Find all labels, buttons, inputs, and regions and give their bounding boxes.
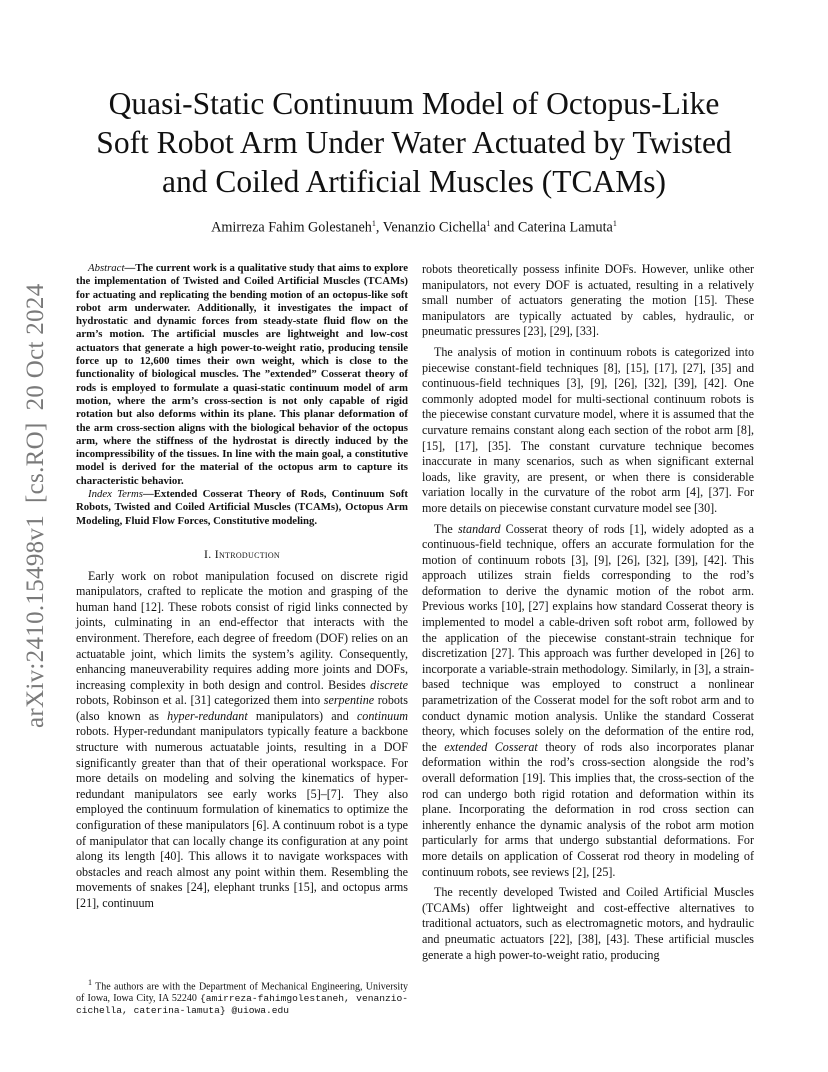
arxiv-date: 20 Oct 2024 xyxy=(22,283,49,411)
author-3: Caterina Lamuta xyxy=(517,219,613,236)
index-terms xyxy=(76,488,408,528)
paper-title xyxy=(60,84,768,201)
intro-p1-em-hyper-redundant: hyper-redundant xyxy=(167,708,248,723)
index-terms-label: Index Terms xyxy=(88,488,143,501)
title-line-1: Quasi-Static Continuum Model of Octopus-Like xyxy=(108,86,720,121)
author-separator-2: and xyxy=(490,219,518,236)
intro-paragraph-1-continued: robots theoretically possess infinite DOFs. However, unlike other manipulators, not every DOF is actuated, resulting in a relatively small number of actuators generating the motion [15]. These manipulators are typically actuated by cables, hydraulic, or pneumatic pressures [23], [29], [33]. xyxy=(422,262,754,339)
intro-p1-text-c: robots (also known as xyxy=(76,693,408,723)
footnote xyxy=(76,977,408,1017)
section-heading-introduction: I. Introduction xyxy=(203,546,281,561)
affiliation-mark-3: 1 xyxy=(612,219,617,228)
affiliation-mark-1: 1 xyxy=(371,219,376,228)
intro-p1-text-a: Early work on robot manipulation focused on discrete rigid manipulators, crafted to replicate the motion and grasping of the human hand [12]. These robots consist of rigid links connected by joints, culminating in an end-effector that interacts with the environment. Therefore, each degree of freedom (DOF) relies on an actuatable joint, which limits the system’s agility. Consequently, enhancing maneuverability requires adding more joints and DOFs, increasing complexity in both design and control. Besides xyxy=(76,568,408,692)
intro-p3-em-standard: standard xyxy=(457,521,501,536)
author-2: Venanzio Cichella xyxy=(382,219,487,236)
author-list xyxy=(60,219,768,237)
intro-p3-text-c: theory of rods also incorporates planar deformation within the rod’s cross-section alongside the rod’s overall deformation [19]. This implies that, the cross-section of the rod can undergo both rigid rotation and deformation within its plane. Incorporating the deformation in rod cross section can inherently enhance the dynamic analysis of the robot arm motion particularly for arms that undergo substantial deformations. For more details on application of Cosserat rod theory in modeling of continuum robots, see reviews [2], [25]. xyxy=(422,739,754,879)
intro-paragraph-1 xyxy=(76,569,408,912)
footnote-emails: {amirreza-fahimgolestaneh, venanzio-cichella, caterina-lamuta} @uiowa.edu xyxy=(76,993,408,1017)
intro-paragraph-4: The recently developed Twisted and Coiled Artificial Muscles (TCAMs) offer lightweight and cost-effective alternatives to traditional actuators, such as electromagnetic motors, and hydraulic and pneumatic actuators [22], [38], [43]. These artificial muscles generate a high power-to-weight ratio, producing xyxy=(422,885,754,962)
footnote-text: The authors are with the Department of Mechanical Engineering, University of Iowa, Iowa City, IA 52240 xyxy=(76,981,408,1005)
author-1: Amirreza Fahim Golestaneh xyxy=(211,219,372,236)
arxiv-id: arXiv:2410.15498v1 xyxy=(22,514,49,728)
intro-paragraph-3 xyxy=(422,522,754,881)
footnote-mark: 1 xyxy=(88,978,92,987)
intro-p1-em-discrete: discrete xyxy=(370,677,408,692)
arxiv-identifier-sidebar xyxy=(22,272,50,729)
affiliation-mark-2: 1 xyxy=(486,219,491,228)
intro-p1-text-b: robots, Robinson et al. [31] categorized them into xyxy=(76,693,324,708)
title-line-3: and Coiled Artificial Muscles (TCAMs) xyxy=(162,164,666,199)
arxiv-category: [cs.RO] xyxy=(22,422,49,503)
intro-p1-text-e: robots. Hyper-redundant manipulators typically feature a backbone structure with numerous actuatable joints, resulting in a DOF significantly greater than that of their operational workspace. For more details on modeling and solving the kinematics of hyper-redundant manipulators see early works [5]–[7]. They also employed the continuum formulation of kinematics to optimize the configuration of these manipulators [6]. A continuum robot is a type of manipulator that can locally change its configuration at any point along its length [40]. This allows it to navigate workspaces with obstacles and reach almost any point within them. Resembling the movements of snakes [24], elephant trunks [15], and octopus arms [21], continuum xyxy=(76,724,408,910)
right-column xyxy=(422,262,754,963)
intro-p1-em-continuum: continuum xyxy=(356,708,408,723)
index-terms-text: —Extended Cosserat Theory of Rods, Continuum Soft Robots, Twisted and Coiled Artificial Muscles (TCAMs), Octopus Arm Modeling, Fluid Flow Forces, Constitutive modeling. xyxy=(76,488,408,527)
abstract xyxy=(76,262,408,488)
intro-p3-text-b: Cosserat theory of rods [1], widely adopted as a continuous-field technique, offers an accurate formulation for the motion of continuum robots [3], [9], [26], [32], [39], [42]. This approach utilizes strain fields corresponding to the rod’s deformation to derive the dynamic motion of the robot arm. Previous works [10], [27] explains how standard Cosserat theory is implemented to model a cable-driven soft robot arm, followed by the application of the piecewise constant-strain technique for discretization [27]. This approach was further developed in [26] to incorporate a variable-strain methodology. Similarly, in [3], a strain-based technique was employed to construct a nonlinear parametrization of the Cosserat model for the soft robot arm and to conduct dynamic motion analysis. Unlike the standard Cosserat theory, which focuses solely on the deformation of the entire rod, the xyxy=(422,521,754,754)
intro-p1-em-serpentine: serpentine xyxy=(323,693,375,708)
abstract-label: Abstract xyxy=(88,262,125,274)
intro-paragraph-2: The analysis of motion in continuum robots is categorized into piecewise constant-field techniques [8], [15], [17], [27], [35] and continuous-field techniques [3], [9], [26], [32], [39], [42]. One commonly adopted model for multi-sectional continuum robots is the piecewise constant curvature model, where it is assumed that the curvature remains constant along each section of the robot arm [8], [15], [17], [35]. The constant curvature technique becomes inaccurate in many scenarios, such as when significant external loads, like gravity, are present, or when there is considerable variation locally in the curvature of the robot arm [4], [37]. For more details on piecewise constant curvature model see [30]. xyxy=(422,344,754,515)
author-separator-1: , xyxy=(375,219,383,236)
intro-p3-em-extended-cosserat: extended Cosserat xyxy=(444,739,538,754)
intro-p3-text-a: The xyxy=(434,521,458,536)
abstract-text: —The current work is a qualitative study that aims to explore the implementation of Twisted and Coiled Artificial Muscles (TCAMs) for actuating and replicating the bending motion of an octopus-like soft robot arm underwater. Additionally, it investigates the impact of hydrostatic and dynamic forces from steady-state fluid flow on the arm’s motion. The artificial muscles are lightweight and low-cost actuators that generate a high power-to-weight ratio, producing tensile force up to 12,600 times their own weight, which is close to the functionality of biological muscles. The ”extended” Cosserat theory of rods is employed to formulate a quasi-static continuum model of arm motion, where the arm’s cross-section is not only capable of rigid rotation but also deforms within its plane. This planar deformation of the arm cross-section aligns with the biological behavior of the octopus arm, where the stiffness of the hydrostat is directly induced by the incompressibility of the tissues. In line with the main goal, a constitutive model is derived for the material of the octopus arm to capture its characteristic behavior. xyxy=(76,262,408,487)
title-line-2: Soft Robot Arm Under Water Actuated by Twisted xyxy=(96,125,732,160)
intro-p1-text-d: manipulators) and xyxy=(247,708,357,723)
left-column xyxy=(76,262,408,912)
